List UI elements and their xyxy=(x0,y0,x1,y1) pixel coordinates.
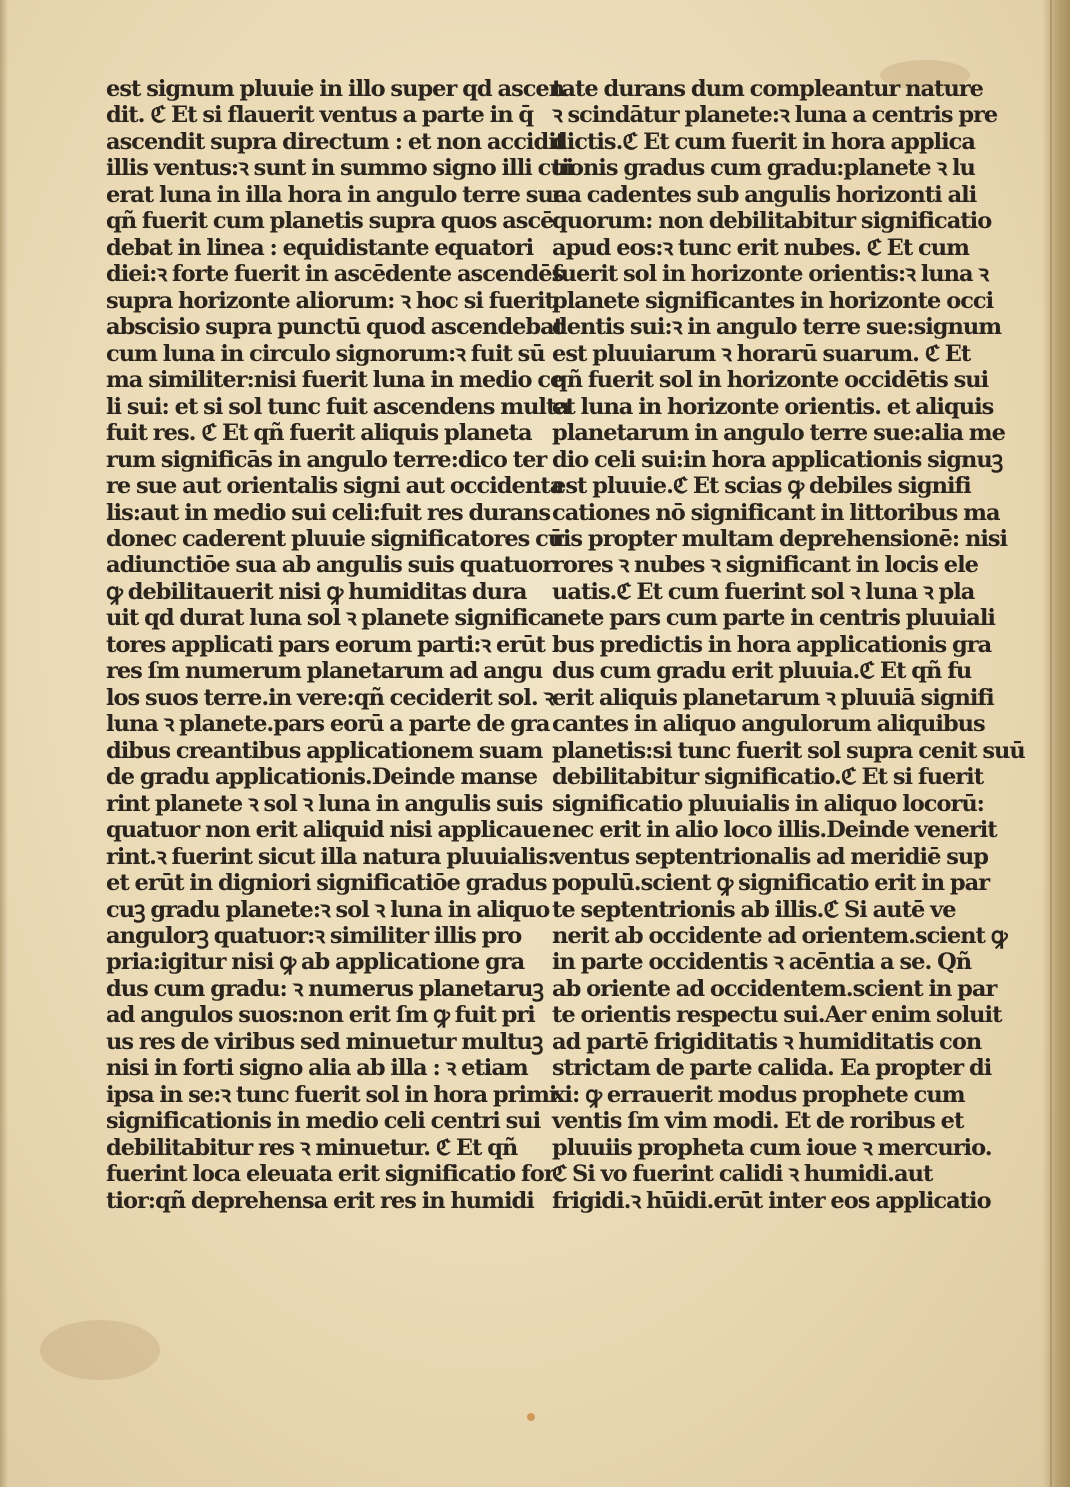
text-line: angulorꝫ quatuor:ꝛ similiter illis pro xyxy=(106,923,522,949)
left-text-column xyxy=(106,76,574,1214)
text-line: tate durans dum compleantur nature xyxy=(552,76,983,102)
text-line: abscisio supra punctū quod ascendebat xyxy=(106,314,564,341)
text-line: li sui: et si sol tunc fuit ascendens multa xyxy=(106,393,569,420)
text-line: est pluuie.ℭ Et scias ꝙ debiles signifi xyxy=(552,473,971,500)
text-line: est signum pluuie in illo super qd ascen xyxy=(106,76,565,102)
text-line: dibus creantibus applicationem suam xyxy=(106,737,543,764)
text-line: supra horizonte aliorum: ꝛ hoc si fuerit xyxy=(106,287,554,314)
text-line: ad partē frigiditatis ꝛ humiditatis con xyxy=(552,1028,982,1055)
text-line: illis ventus:ꝛ sunt in summo signo illi cui xyxy=(106,155,574,182)
text-line: populū.scient ꝙ significatio erit in par xyxy=(552,870,990,897)
page-edge xyxy=(1042,0,1070,1487)
text-line: debilitabitur significatio.ℭ Et si fuerit xyxy=(552,764,984,791)
text-line: cationes nō significant in littoribus ma xyxy=(552,499,1000,526)
text-line: nisi in forti signo alia ab illa : ꝛ etiam xyxy=(106,1055,528,1082)
text-line: dio celi sui:in hora applicationis signuꝫ xyxy=(552,446,1003,473)
text-line: fuerint loca eleuata erit significatio for xyxy=(106,1161,555,1188)
text-line: re sue aut orientalis signi aut occidenta xyxy=(106,473,564,500)
text-line: rum significās in angulo terre:dico ter xyxy=(106,446,547,473)
text-line: ℭ Si vo fuerint calidi ꝛ humidi.aut xyxy=(552,1161,933,1188)
text-line: rores ꝛ nubes ꝛ significant in locis ele xyxy=(552,552,978,579)
text-line: diei:ꝛ forte fuerit in ascēdente ascendēs xyxy=(106,261,564,288)
text-line: apud eos:ꝛ tunc erit nubes. ℭ Et cum xyxy=(552,234,969,261)
text-line: dictis.ℭ Et cum fuerit in hora applica xyxy=(552,128,975,155)
text-line: qñ fuerit sol in horizonte occidētis sui xyxy=(552,367,989,394)
text-line: dentis sui:ꝛ in angulo terre sue:signum xyxy=(552,314,1002,341)
text-line: debilitabitur res ꝛ minuetur. ℭ Et qñ xyxy=(106,1134,518,1161)
text-line: los suos terre.in vere:qñ ceciderit sol. ꝛ xyxy=(106,684,554,711)
text-line: pria:igitur nisi ꝙ ab applicatione gra xyxy=(106,949,525,976)
text-line: te orientis respectu sui.Aer enim soluit xyxy=(552,1002,1002,1029)
text-line: ventus septentrionalis ad meridiē sup xyxy=(552,843,988,870)
text-line: cantes in aliquo angulorum aliquibus xyxy=(552,711,985,738)
text-line: planetis:si tunc fuerit sol supra cenit suū xyxy=(552,737,1025,764)
text-line: in parte occidentis ꝛ acēntia a se. Qñ xyxy=(552,949,972,976)
text-line: nerit ab occidente ad orientem.scient ꝙ xyxy=(552,923,1007,949)
text-line: ris propter multam deprehensionē: nisi xyxy=(552,525,1008,552)
right-text-column xyxy=(552,76,1025,1214)
text-line: ꝛ scindātur planete:ꝛ luna a centris pre xyxy=(552,102,998,129)
text-line: quorum: non debilitabitur significatio xyxy=(552,208,992,235)
text-line: tior:qñ deprehensa erit res in humidi xyxy=(106,1187,534,1214)
text-line: ventis ſm vim modi. Et de roribus et xyxy=(552,1108,964,1135)
gutter-shadow xyxy=(0,0,8,1487)
text-line: et erūt in digniori significatiōe gradus xyxy=(106,870,547,897)
text-line: tores applicati pars eorum parti:ꝛ erūt xyxy=(106,631,545,658)
page-edge-line xyxy=(1050,0,1052,1487)
text-line: res ſm numerum planetarum ad angu xyxy=(106,658,543,685)
text-line: frigidi.ꝛ hūidi.erūt inter eos applicatio xyxy=(552,1187,991,1214)
text-line: nec erit in alio loco illis.Deinde venerit xyxy=(552,817,997,844)
text-line: cuꝫ gradu planete:ꝛ sol ꝛ luna in aliquo xyxy=(106,896,550,923)
text-line: debat in linea : equidistante equatori xyxy=(106,234,534,261)
text-line: erat luna in illa hora in angulo terre sue xyxy=(106,181,567,208)
text-line: cum luna in circulo signorum:ꝛ fuit sū xyxy=(106,340,545,367)
text-line: luna ꝛ planete.pars eorū a parte de gra xyxy=(106,711,550,738)
text-line: ꝙ debilitauerit nisi ꝙ humiditas dura xyxy=(106,578,527,605)
text-line: ascendit supra directum : et non accidit xyxy=(106,128,566,155)
text-line: est pluuiarum ꝛ horarū suarum. ℭ Et xyxy=(552,340,971,367)
text-line: dus cum gradu: ꝛ numerus planetaruꝫ xyxy=(106,975,543,1002)
text-line: pluuiis propheta cum ioue ꝛ mercurio. xyxy=(552,1134,992,1161)
text-line: te septentrionis ab illis.ℭ Si autē ve xyxy=(552,896,956,923)
text-line: na cadentes sub angulis horizonti ali xyxy=(552,181,977,208)
text-line: erit aliquis planetarum ꝛ pluuiā signifi xyxy=(552,684,994,711)
text-line: significationis in medio celi centri sui xyxy=(106,1108,541,1135)
paper-stain xyxy=(40,1320,160,1380)
ink-spot xyxy=(527,1413,535,1421)
text-line: dus cum gradu erit pluuia.ℭ Et qñ fu xyxy=(552,658,972,685)
text-line: fuit res. ℭ Et qñ fuerit aliquis planeta xyxy=(106,420,532,447)
text-line: strictam de parte calida. Ea propter di xyxy=(552,1055,992,1082)
text-line: qñ fuerit cum planetis supra quos ascē xyxy=(106,208,554,235)
text-line: dit. ℭ Et si flauerit ventus a parte in q̄ xyxy=(106,102,534,129)
text-line: nete pars cum parte in centris pluuiali xyxy=(552,605,995,632)
text-line: adiunctiōe sua ab angulis suis quatuor xyxy=(106,552,553,579)
text-line: quatuor non erit aliquid nisi applicaue xyxy=(106,817,551,844)
text-line: planete significantes in horizonte occi xyxy=(552,287,994,314)
text-line: rint.ꝛ fuerint sicut illa natura pluuialis: xyxy=(106,843,555,870)
text-line: fuerit sol in horizonte orientis:ꝛ luna ꝛ xyxy=(552,261,989,288)
text-line: uit qd durat luna sol ꝛ planete significa xyxy=(106,605,554,632)
text-line: planetarum in angulo terre sue:alia me xyxy=(552,420,1005,447)
text-line: donec caderent pluuie significatores cū xyxy=(106,525,564,552)
text-line: bus predictis in hora applicationis gra xyxy=(552,631,992,658)
text-line: de gradu applicationis.Deinde manse xyxy=(106,764,538,791)
text-line: et luna in horizonte orientis. et aliquis xyxy=(552,393,994,420)
text-line: rint planete ꝛ sol ꝛ luna in angulis suis xyxy=(106,790,543,817)
text-line: lis:aut in medio sui celi:fuit res durans xyxy=(106,499,551,526)
text-line: xi: ꝙ errauerit modus prophete cum xyxy=(552,1081,965,1108)
text-line: tionis gradus cum gradu:planete ꝛ lu xyxy=(552,155,975,182)
text-line: ad angulos suos:non erit ſm ꝙ fuit pri xyxy=(106,1002,535,1029)
text-line: ipsa in se:ꝛ tunc fuerit sol in hora primi xyxy=(106,1081,557,1108)
text-line: significatio pluuialis in aliquo locorū: xyxy=(552,790,984,817)
text-line: ma similiter:nisi fuerit luna in medio ce xyxy=(106,367,564,394)
text-line: ab oriente ad occidentem.scient in par xyxy=(552,975,997,1002)
text-line: us res de viribus sed minuetur multuꝫ xyxy=(106,1028,543,1055)
text-line: uatis.ℭ Et cum fuerint sol ꝛ luna ꝛ pla xyxy=(552,578,975,605)
